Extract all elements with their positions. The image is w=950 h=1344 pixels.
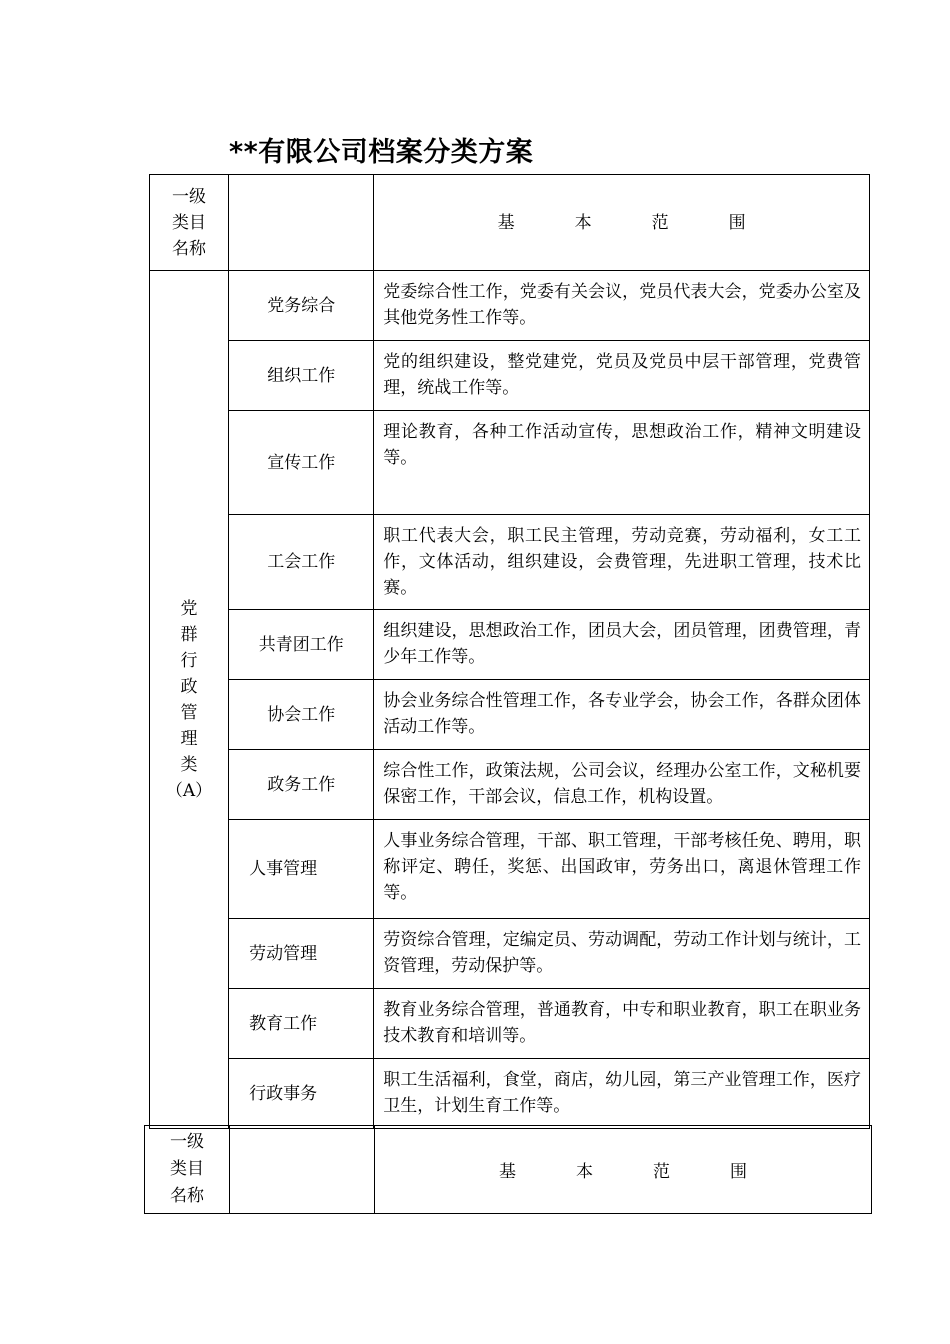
scope-description: 劳资综合管理，定编定员、劳动调配，劳动工作计划与统计，工资管理，劳动保护等。 [374, 919, 870, 989]
header-range-char: 围 [728, 212, 746, 233]
header-range-cell [374, 175, 870, 271]
subcategory-name: 党务综合 [229, 271, 374, 341]
table-row [150, 610, 870, 680]
category-cell [150, 271, 229, 1129]
header-range-char: 围 [730, 1162, 747, 1182]
table-row [150, 750, 870, 820]
subcategory-name: 人事管理 [229, 820, 374, 919]
header-category-cell [145, 1126, 230, 1214]
scope-description: 职工生活福利，食堂，商店，幼儿园，第三产业管理工作，医疗卫生，计划生育工作等。 [374, 1059, 870, 1129]
scope-description: 党委综合性工作，党委有关会议，党员代表大会，党委办公室及其他党务性工作等。 [374, 271, 870, 341]
table-row [150, 989, 870, 1059]
header-category-line: 一级 [170, 1132, 204, 1152]
header-subcategory-cell [230, 1126, 375, 1214]
document-title: **有限公司档案分类方案 [229, 137, 534, 168]
header-subcategory-cell [229, 175, 374, 271]
category-char: 行 [180, 650, 198, 671]
table-row [150, 341, 870, 411]
subcategory-name: 政务工作 [229, 750, 374, 820]
table-row [150, 680, 870, 750]
scope-description: 职工代表大会，职工民主管理，劳动竞赛，劳动福利，女工工作，文体活动，组织建设，会费管理，先进职工管理，技术比赛。 [374, 515, 870, 610]
header-range-char: 范 [653, 1162, 670, 1182]
subcategory-name: 工会工作 [229, 515, 374, 610]
header-range-cell [375, 1126, 872, 1214]
table-row [150, 820, 870, 919]
subcategory-name: 教育工作 [229, 989, 374, 1059]
table-row [150, 919, 870, 989]
subcategory-name: 宣传工作 [229, 411, 374, 515]
header-range-char: 基 [499, 1162, 516, 1182]
subcategory-name: 劳动管理 [229, 919, 374, 989]
scope-description: 教育业务综合管理，普通教育，中专和职业教育，职工在职业务技术教育和培训等。 [374, 989, 870, 1059]
scope-description: 组织建设，思想政治工作，团员大会，团员管理，团费管理，青少年工作等。 [374, 610, 870, 680]
scope-description: 人事业务综合管理，干部、职工管理，干部考核任免、聘用，职称评定、聘任，奖惩、出国政审，劳务出口，离退休管理工作等。 [374, 820, 870, 919]
table-row [150, 411, 870, 515]
classification-table [149, 174, 870, 1129]
header-range-char: 基 [497, 212, 515, 233]
subcategory-name: 行政事务 [229, 1059, 374, 1129]
header-range-char: 本 [574, 212, 592, 233]
continued-header-table [144, 1125, 872, 1214]
category-char: 政 [180, 676, 198, 697]
table-row [150, 1059, 870, 1129]
table-header-row [150, 175, 870, 271]
category-char: 类 [180, 754, 198, 775]
scope-description: 党的组织建设，整党建党，党员及党员中层干部管理，党费管理，统战工作等。 [374, 341, 870, 411]
subcategory-name: 组织工作 [229, 341, 374, 411]
header-category-line: 名称 [170, 1186, 204, 1206]
header-category-line: 名称 [172, 238, 207, 259]
header-category-line: 类目 [172, 212, 207, 233]
header-category-cell [150, 175, 229, 271]
scope-description: 协会业务综合性管理工作，各专业学会，协会工作，各群众团体活动工作等。 [374, 680, 870, 750]
category-char: 理 [180, 728, 198, 749]
subcategory-name: 协会工作 [229, 680, 374, 750]
scope-description: 理论教育，各种工作活动宣传，思想政治工作，精神文明建设等。 [374, 411, 870, 515]
category-char: 群 [180, 624, 198, 645]
table-row [150, 515, 870, 610]
category-char: （A） [165, 780, 213, 801]
header-category-line: 类目 [170, 1159, 204, 1179]
table-row [150, 271, 870, 341]
scope-description: 综合性工作，政策法规，公司会议，经理办公室工作，文秘机要保密工作，干部会议，信息工作，机构设置。 [374, 750, 870, 820]
subcategory-name: 共青团工作 [229, 610, 374, 680]
header-category-line: 一级 [172, 186, 207, 207]
category-char: 管 [180, 702, 198, 723]
category-char: 党 [180, 598, 198, 619]
table-header-row [145, 1126, 872, 1214]
header-range-char: 本 [576, 1162, 593, 1182]
header-range-char: 范 [651, 212, 669, 233]
